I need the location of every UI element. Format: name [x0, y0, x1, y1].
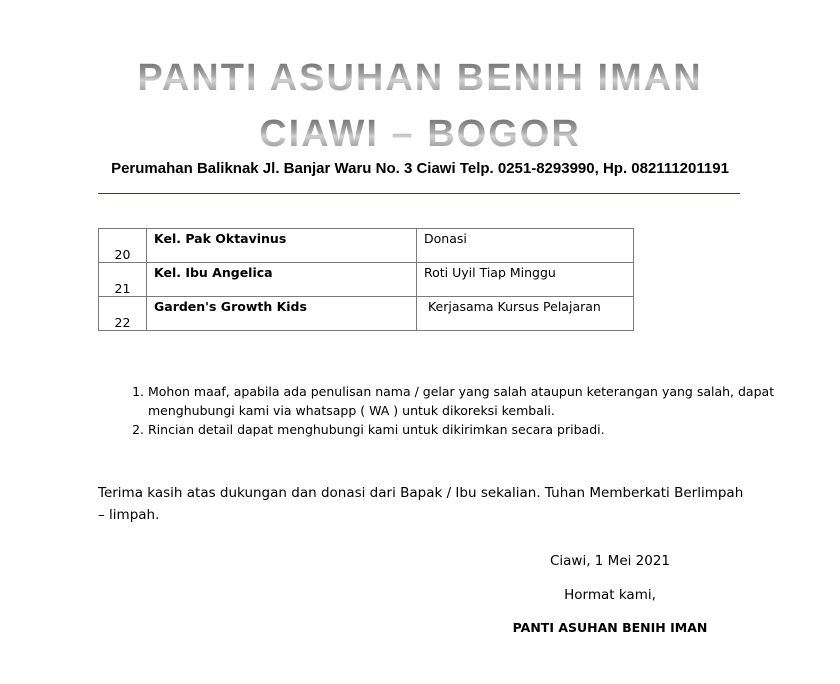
thank-you-paragraph: Terima kasih atas dukungan dan donasi dari Bapak / Ibu sekalian. Tuhan Memberkati Berlimpah – limpah.	[98, 485, 744, 523]
list-item: 2. Rincian detail dapat menghubungi kami untuk dikirimkan secara pribadi.	[148, 420, 788, 439]
letterhead-address: Perumahan Baliknak Jl. Banjar Waru No. 3 Ciawi Telp. 0251-8293990, Hp. 082111201191	[111, 160, 729, 177]
notes-list	[98, 382, 788, 439]
letterhead-title-line2: CIAWI – BOGOR	[0, 112, 840, 156]
table-row	[99, 297, 634, 331]
row-number: 21	[114, 281, 131, 296]
signature-organization: PANTI ASUHAN BENIH IMAN	[512, 620, 708, 635]
donor-name: Kel. Ibu Angelica	[147, 263, 417, 297]
table-row	[99, 229, 634, 263]
donor-name: Garden's Growth Kids	[147, 297, 417, 331]
donation-description: Donasi	[417, 229, 634, 263]
list-item: 1. Mohon maaf, apabila ada penulisan nama / gelar yang salah ataupun keterangan yang salah, dapat menghubungi kami via whatsapp ( WA ) untuk dikoreksi kembali.	[148, 382, 788, 420]
signature-date: Ciawi, 1 Mei 2021	[549, 553, 671, 569]
row-number: 22	[114, 315, 131, 330]
letterhead-title-line1: PANTI ASUHAN BENIH IMAN	[0, 56, 840, 100]
row-number: 20	[114, 247, 131, 262]
donation-description: Roti Uyil Tiap Minggu	[417, 263, 634, 297]
donor-table	[98, 228, 634, 331]
signature-closing: Hormat kami,	[564, 587, 656, 603]
donor-name: Kel. Pak Oktavinus	[147, 229, 417, 263]
donation-description: Kerjasama Kursus Pelajaran	[417, 297, 634, 331]
letterhead-divider	[98, 193, 740, 194]
table-row	[99, 263, 634, 297]
